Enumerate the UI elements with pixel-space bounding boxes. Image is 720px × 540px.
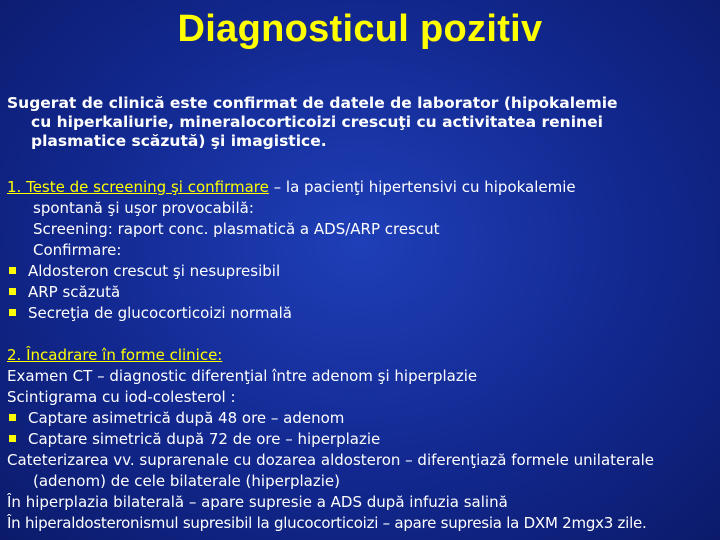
bullet-text: Captare asimetrică după 48 ore – adenom [28, 409, 345, 427]
section-clinical-forms [7, 345, 713, 534]
section1-line-2: spontană şi uşor provocabilă: [33, 199, 254, 217]
square-bullet-icon [9, 288, 16, 295]
list-item [7, 429, 713, 450]
list-item [7, 303, 713, 324]
section2-heading-line [7, 345, 713, 366]
section1-heading-line [7, 177, 713, 198]
bullet-text: Aldosteron crescut şi nesupresibil [28, 262, 281, 280]
screening-text: Screening: raport conc. plasmatică a ADS/ARP crescut [33, 220, 440, 238]
section2-heading: 2. Încadrare în forme clinice: [7, 346, 223, 364]
square-bullet-icon [9, 309, 16, 316]
ct-text: Examen CT – diagnostic diferenţial între adenom şi hiperplazie [7, 367, 478, 385]
slide-title: Diagnosticul pozitiv [177, 8, 543, 50]
hiperplazia-text: În hiperplazia bilaterală – apare supresie a ADS după infuzia salină [7, 493, 508, 511]
bullet-text: Captare simetrică după 72 de ore – hiperplazie [28, 430, 381, 448]
bullet-text: ARP scăzută [28, 283, 121, 301]
square-bullet-icon [9, 267, 16, 274]
section1-heading: 1. Teste de screening şi confirmare [7, 178, 269, 196]
cateterizare-line-2: (adenom) de cele bilaterale (hiperplazie) [33, 472, 340, 490]
cateterizare-line-1: Cateterizarea vv. suprarenale cu dozarea aldosteron – diferenţiază formele unilaterale [7, 451, 655, 469]
intro-line-3: plasmatice scăzută) şi imagistice. [31, 132, 327, 150]
intro-line-1: Sugerat de clinică este confirmat de datele de laborator (hipokalemie [7, 94, 618, 112]
intro-paragraph [7, 94, 713, 151]
hiperaldosteronism-text: În hiperaldosteronismul supresibil la glucocorticoizi – apare supresia la DXM 2mgx3 zile. [7, 514, 647, 532]
square-bullet-icon [9, 435, 16, 442]
square-bullet-icon [9, 414, 16, 421]
list-item [7, 408, 713, 429]
intro-line-2: cu hiperkaliurie, mineralocorticoizi crescuţi cu activitatea reninei [31, 113, 603, 131]
list-item [7, 282, 713, 303]
section1-heading-rest: – la pacienţi hipertensivi cu hipokalemie [268, 178, 576, 196]
section-screening [7, 177, 713, 324]
scintigrama-text: Scintigrama cu iod-colesterol : [7, 388, 236, 406]
list-item [7, 261, 713, 282]
bullet-text: Secreţia de glucocorticoizi normală [28, 304, 293, 322]
confirmare-label: Confirmare: [33, 241, 122, 259]
